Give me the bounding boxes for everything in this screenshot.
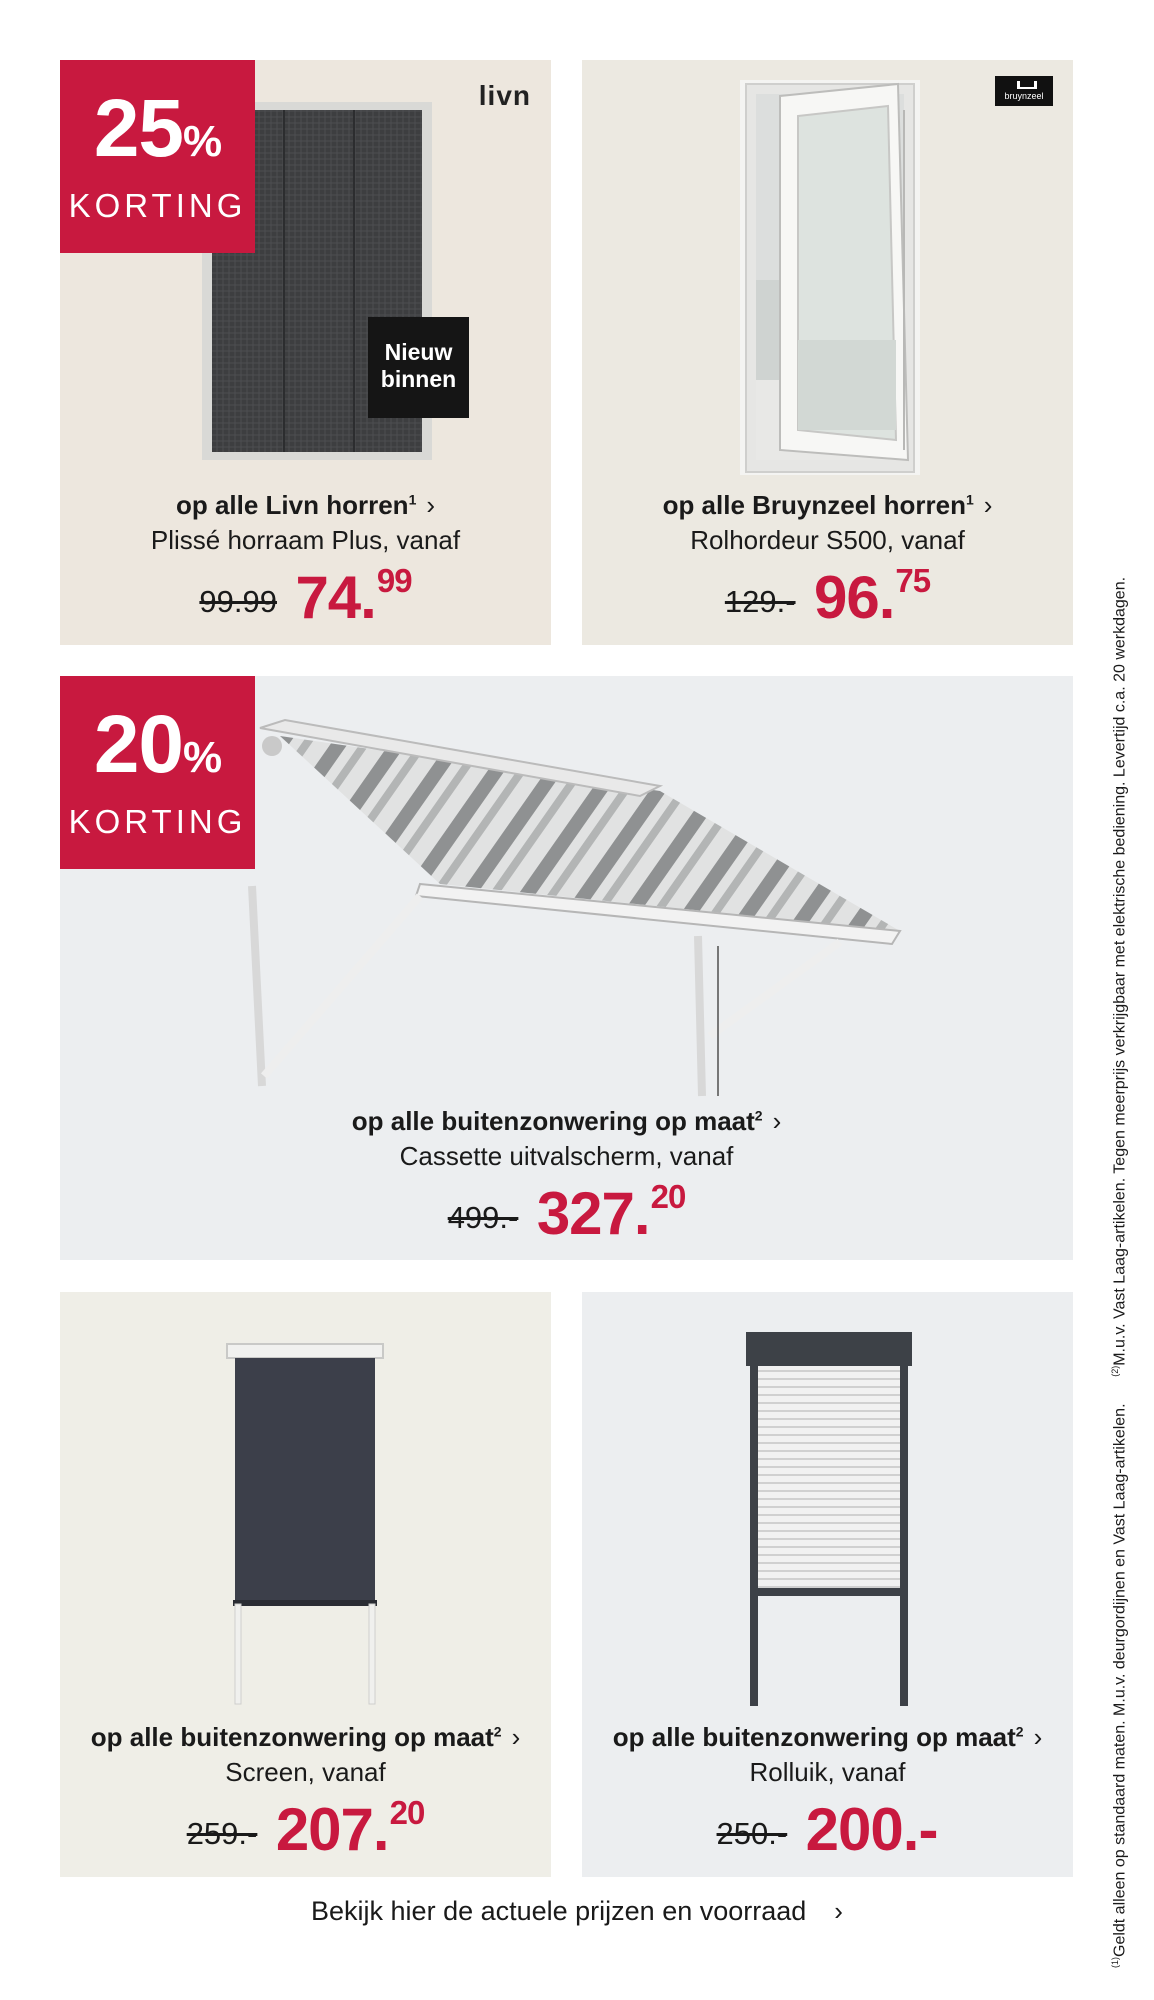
percent-sign: % (183, 117, 222, 166)
footnote-1: Geldt alleen op standaard maten. M.u.v. deurgordijnen en Vast Laag-artikelen. (1111, 1403, 1129, 1957)
new-price-main: 96. (813, 564, 895, 631)
chevron-right-icon: › (772, 1106, 782, 1136)
new-badge (368, 317, 469, 418)
discount-label: KORTING (68, 803, 247, 840)
percent-sign: % (183, 733, 222, 782)
product-headline-link[interactable] (60, 490, 551, 521)
chevron-right-icon: › (983, 490, 993, 520)
chevron-right-icon: › (426, 490, 436, 520)
chevron-right-icon: › (834, 1896, 843, 1926)
headline-text: op alle Bruynzeel horren (662, 490, 966, 520)
awning-image (240, 706, 960, 1126)
product-info (582, 490, 1073, 632)
discount-label: KORTING (68, 187, 247, 224)
product-headline-link[interactable] (60, 1106, 1073, 1137)
new-price (295, 564, 411, 631)
headline-text: op alle buitenzonwering op maat (90, 1722, 494, 1752)
new-price-main: 207. (275, 1796, 389, 1863)
old-price: 250.- (716, 1816, 788, 1851)
view-prices-link[interactable] (0, 1896, 1154, 1927)
footnote-2: M.u.v. Vast Laag-artikelen. Tegen meerprijs verkrijgbaar met elektrische bediening. Levertijd c.a. 20 werkdagen. (1111, 576, 1129, 1366)
price-row (582, 1794, 1073, 1864)
chevron-right-icon: › (511, 1722, 521, 1752)
price-row (582, 562, 1073, 632)
new-badge-line-1: Nieuw (384, 339, 453, 365)
old-price: 259.- (186, 1816, 258, 1851)
new-price (814, 564, 930, 631)
livn-logo: livn (478, 80, 531, 111)
new-price-decimals: 20 (650, 1178, 686, 1215)
price-row (60, 1178, 1073, 1248)
new-badge-line-2: binnen (380, 366, 457, 392)
new-price (806, 1796, 939, 1863)
new-price-decimals: 75 (895, 562, 931, 599)
discount-value: 25 (93, 83, 184, 174)
price-row (60, 1794, 551, 1864)
new-price (276, 1796, 425, 1863)
new-price-main: 200.- (805, 1796, 938, 1863)
footnotes (1110, 308, 1129, 1968)
new-price-main: 74. (295, 564, 376, 631)
headline-text: op alle Livn horren (175, 490, 409, 520)
product-headline-link[interactable] (582, 490, 1073, 521)
product-subline: Plissé horraam Plus, vanaf (150, 525, 461, 555)
roller-shutter-image (744, 1332, 914, 1707)
old-price: 499.- (447, 1200, 519, 1235)
bruynzeel-logo: bruynzeel (995, 76, 1053, 106)
footnote-ref: 2 (754, 1107, 763, 1124)
headline-text: op alle buitenzonwering op maat (351, 1106, 755, 1136)
product-info (60, 1106, 1073, 1248)
old-price: 129.- (724, 584, 796, 619)
new-price-decimals: 20 (389, 1794, 425, 1831)
discount-value: 20 (93, 699, 184, 790)
footnote-ref: 1 (965, 491, 974, 508)
discount-badge (60, 60, 255, 253)
chevron-right-icon: › (1033, 1722, 1043, 1752)
footnote-ref: 2 (493, 1723, 502, 1740)
product-info (582, 1722, 1073, 1864)
product-subline: Rolhordeur S500, vanaf (690, 525, 965, 555)
screen-door-image (740, 80, 920, 475)
product-card-awning[interactable] (60, 676, 1073, 1260)
old-price: 99.99 (199, 584, 277, 619)
headline-text: op alle buitenzonwering op maat (612, 1722, 1016, 1752)
footnote-ref: 2 (1015, 1723, 1024, 1740)
product-headline-link[interactable] (582, 1722, 1073, 1753)
product-subline: Screen, vanaf (225, 1757, 386, 1787)
screen-image (225, 1342, 385, 1707)
product-headline-link[interactable] (60, 1722, 551, 1753)
product-card-bruynzeel[interactable] (582, 60, 1073, 645)
new-price (537, 1180, 686, 1247)
view-prices-label: Bekijk hier de actuele prijzen en voorraad (311, 1896, 807, 1926)
footnote-ref: 1 (408, 491, 417, 508)
product-info (60, 490, 551, 632)
footnote-1-ref: (1) (1110, 1957, 1120, 1968)
price-row (60, 562, 551, 632)
new-price-main: 327. (536, 1180, 650, 1247)
discount-badge (60, 676, 255, 869)
product-subline: Rolluik, vanaf (749, 1757, 906, 1787)
product-card-screen[interactable] (60, 1292, 551, 1877)
footnote-2-ref: (2) (1110, 1365, 1120, 1377)
product-card-livn[interactable] (60, 60, 551, 645)
product-card-rolluik[interactable] (582, 1292, 1073, 1877)
product-subline: Cassette uitvalscherm, vanaf (399, 1141, 734, 1171)
new-price-decimals: 99 (376, 562, 412, 599)
product-info (60, 1722, 551, 1864)
